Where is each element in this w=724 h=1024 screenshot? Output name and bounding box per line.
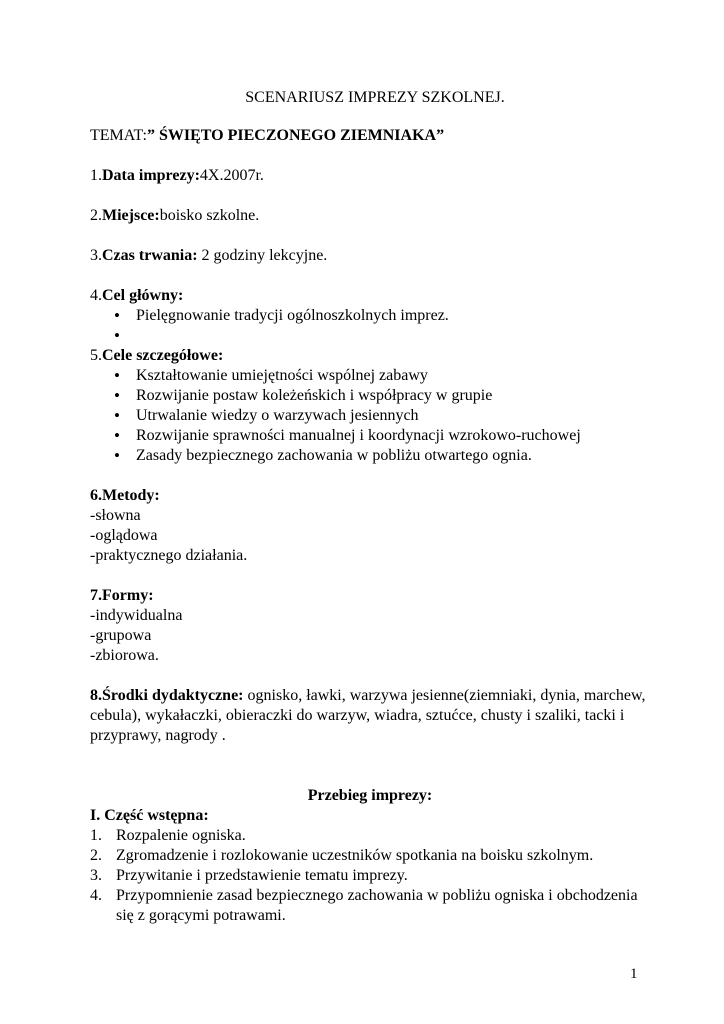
part-label: I. Część wstępna:: [90, 807, 209, 824]
section-number: 4: [90, 287, 98, 304]
section-label: Cel główny:: [102, 287, 184, 304]
field-value: 2 godziny lekcyjne.: [197, 247, 328, 264]
list-item: [90, 866, 650, 886]
field-value: boisko szkolne.: [159, 207, 260, 224]
step-text: Przywitanie i przedstawienie tematu imprezy.: [116, 867, 408, 884]
section-label: Cele szczegółowe:: [102, 347, 224, 364]
page-number: 1: [630, 966, 638, 982]
method-item: -praktycznego działania.: [90, 547, 248, 564]
course-heading-text: Przebieg imprezy:: [307, 787, 433, 804]
section-label: 8.Środki dydaktyczne:: [90, 687, 244, 704]
list-item: • Pielęgnowanie tradycji ogólnoszkolnych imprez.: [114, 306, 650, 326]
main-goal-heading: 4.Cel główny:: [90, 287, 184, 304]
form-item: -zbiorowa.: [90, 647, 159, 664]
step-number: 3.: [90, 867, 102, 884]
form-item: -indywidualna: [90, 607, 183, 624]
step-number: 2.: [90, 847, 102, 864]
form-item: -grupowa: [90, 627, 152, 644]
field-number: 2: [90, 207, 98, 224]
section-number: 5: [90, 347, 98, 364]
forms-heading: [90, 586, 650, 606]
list-item: • Rozwijanie postaw koleżeńskich i współpracy w grupie: [114, 386, 650, 406]
step-text: Rozpalenie ogniska.: [116, 827, 246, 844]
main-goal-list: [90, 306, 650, 346]
list-item: [90, 886, 650, 926]
course-heading: [90, 786, 650, 806]
topic-line: [90, 126, 650, 146]
step-number: 1.: [90, 827, 102, 844]
part-heading: [90, 806, 650, 826]
step-text: Przypomnienie zasad bezpiecznego zachowania w pobliżu ogniska i obchodzenia się z gorącymi potrawami.: [116, 887, 638, 924]
method-item: -oglądowa: [90, 527, 158, 544]
field-label: Czas trwania:: [102, 247, 198, 264]
field-label: Miejsce:: [102, 207, 160, 224]
method-item: -słowna: [90, 507, 141, 524]
document-title: SCENARIUSZ IMPREZY SZKOLNEJ.: [245, 89, 505, 106]
section-label: 7.Formy:: [90, 587, 154, 604]
list-item: [114, 326, 650, 346]
methods-heading: [90, 486, 650, 506]
field-duration: 3.Czas trwania: 2 godziny lekcyjne.: [90, 247, 328, 264]
section-label: 6.Metody:: [90, 487, 160, 504]
teaching-aids-paragraph: [90, 686, 650, 746]
topic-value: ” ŚWIĘTO PIECZONEGO ZIEMNIAKA”: [146, 127, 445, 144]
field-label: Data imprezy:: [102, 167, 200, 184]
list-item: [90, 846, 650, 866]
step-text: Zgromadzenie i rozlokowanie uczestników spotkania na boisku szkolnym.: [116, 847, 594, 864]
detailed-goals-list: [90, 366, 650, 466]
list-item: • Rozwijanie sprawności manualnej i koordynacji wzrokowo-ruchowej: [114, 426, 650, 446]
list-item: • Zasady bezpiecznego zachowania w pobliżu otwartego ognia.: [114, 446, 650, 466]
list-item: [90, 826, 650, 846]
step-number: 4.: [90, 887, 102, 904]
field-number: 3: [90, 247, 98, 264]
field-date: 1.Data imprezy:4X.2007r.: [90, 167, 264, 184]
field-place: 2.Miejsce:boisko szkolne.: [90, 207, 260, 224]
topic-label: TEMAT:: [90, 127, 147, 144]
document-page: [90, 88, 650, 926]
detailed-goals-heading: 5.Cele szczegółowe:: [90, 347, 224, 364]
teaching-aids-text: ognisko, ławki, warzywa jesienne(ziemniaki, dynia, marchew, cebula), wykałaczki, obieraczki do warzyw, wiadra, sztućce, chusty i szaliki, tacki i przyprawy, nagrody .: [90, 687, 646, 744]
field-number: 1: [90, 167, 98, 184]
list-item: • Kształtowanie umiejętności wspólnej zabawy: [114, 366, 650, 386]
field-value: 4X.2007r.: [199, 167, 264, 184]
list-item: • Utrwalanie wiedzy o warzywach jesiennych: [114, 406, 650, 426]
course-steps: [90, 826, 650, 926]
